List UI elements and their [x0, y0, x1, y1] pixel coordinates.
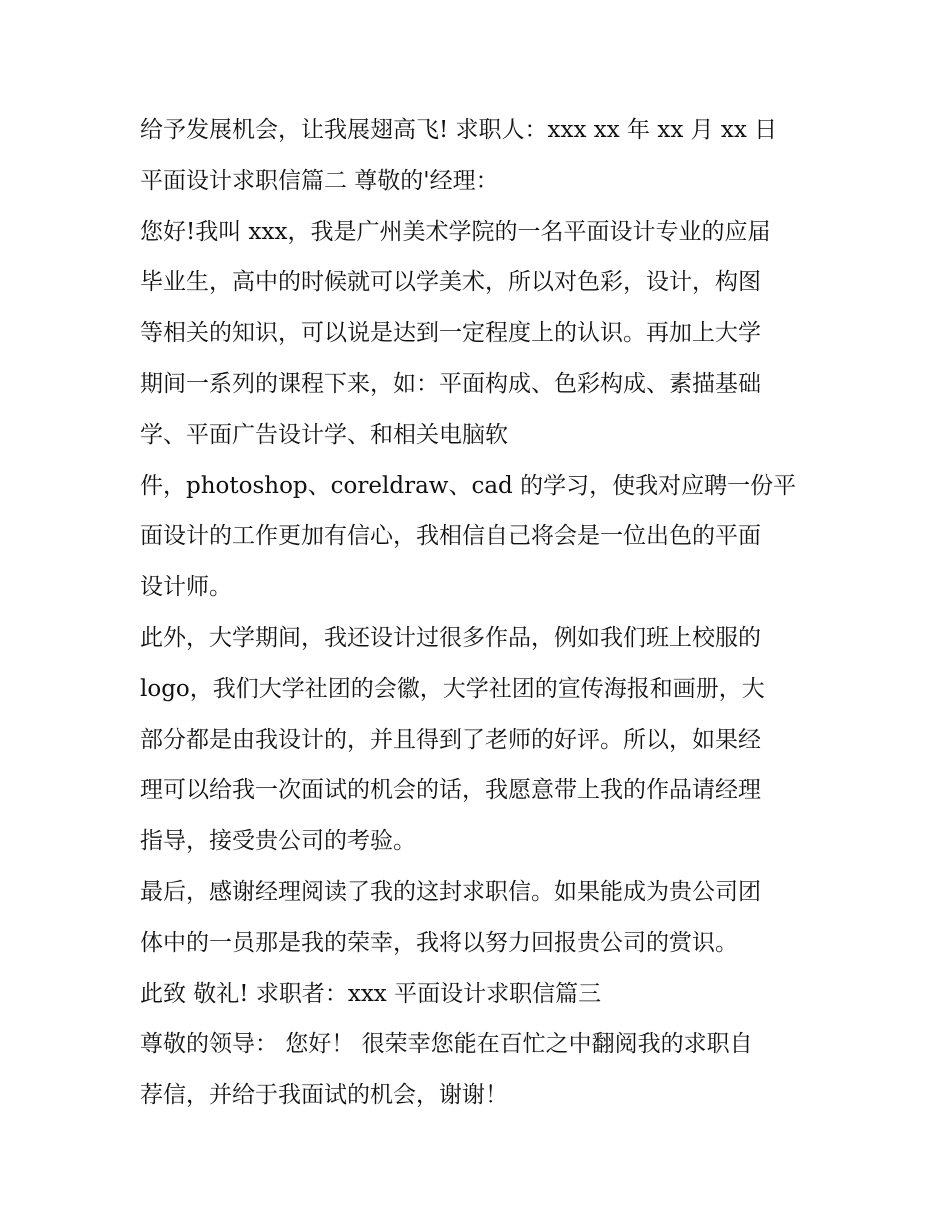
text-line: 设计师。	[140, 574, 232, 601]
text-line: 荐信，并给于我面试的机会，谢谢！	[140, 1082, 508, 1109]
text-line: logo，我们大学社团的会徽，大学社团的宣传海报和画册，大	[140, 675, 765, 702]
text-line: 部分都是由我设计的，并且得到了老师的好评。所以，如果经	[140, 726, 761, 753]
text-line: 此外，大学期间，我还设计过很多作品，例如我们班上校服的	[140, 624, 761, 651]
text-line: 给予发展机会，让我展翅高飞! 求职人：xxx xx 年 xx 月 xx 日	[140, 117, 778, 143]
text-line: 平面设计求职信篇二 尊敬的'经理：	[140, 167, 499, 194]
text-line: 毕业生，高中的时候就可以学美术，所以对色彩，设计，构图	[140, 269, 761, 296]
text-line: 最后，感谢经理阅读了我的这封求职信。如果能成为贵公司团	[140, 878, 761, 905]
text-line: 学、平面广告设计学、和相关电脑软	[140, 421, 508, 448]
text-line: 指导，接受贵公司的考验。	[140, 828, 416, 855]
text-line: 体中的一员那是我的荣幸，我将以努力回报贵公司的赏识。	[140, 929, 738, 956]
letter-body	[140, 105, 830, 1121]
text-line: 您好!我叫 xxx，我是广州美术学院的一名平面设计专业的应届	[140, 218, 771, 245]
text-line: 等相关的知识，可以说是达到一定程度上的认识。再加上大学	[140, 320, 761, 347]
text-line: 理可以给我一次面试的机会的话，我愿意带上我的作品请经理	[140, 777, 761, 804]
text-line: 此致 敬礼! 求职者：xxx 平面设计求职信篇三	[140, 980, 602, 1007]
text-line: 面设计的工作更加有信心，我相信自己将会是一位出色的平面	[140, 523, 761, 550]
text-line: 件，photoshop、coreldraw、cad 的学习，使我对应聘一份平	[140, 472, 797, 499]
text-line: 尊敬的领导： 您好！ 很荣幸您能在百忙之中翻阅我的求职自	[140, 1031, 753, 1058]
text-line: 期间一系列的课程下来，如：平面构成、色彩构成、素描基础	[140, 370, 761, 397]
